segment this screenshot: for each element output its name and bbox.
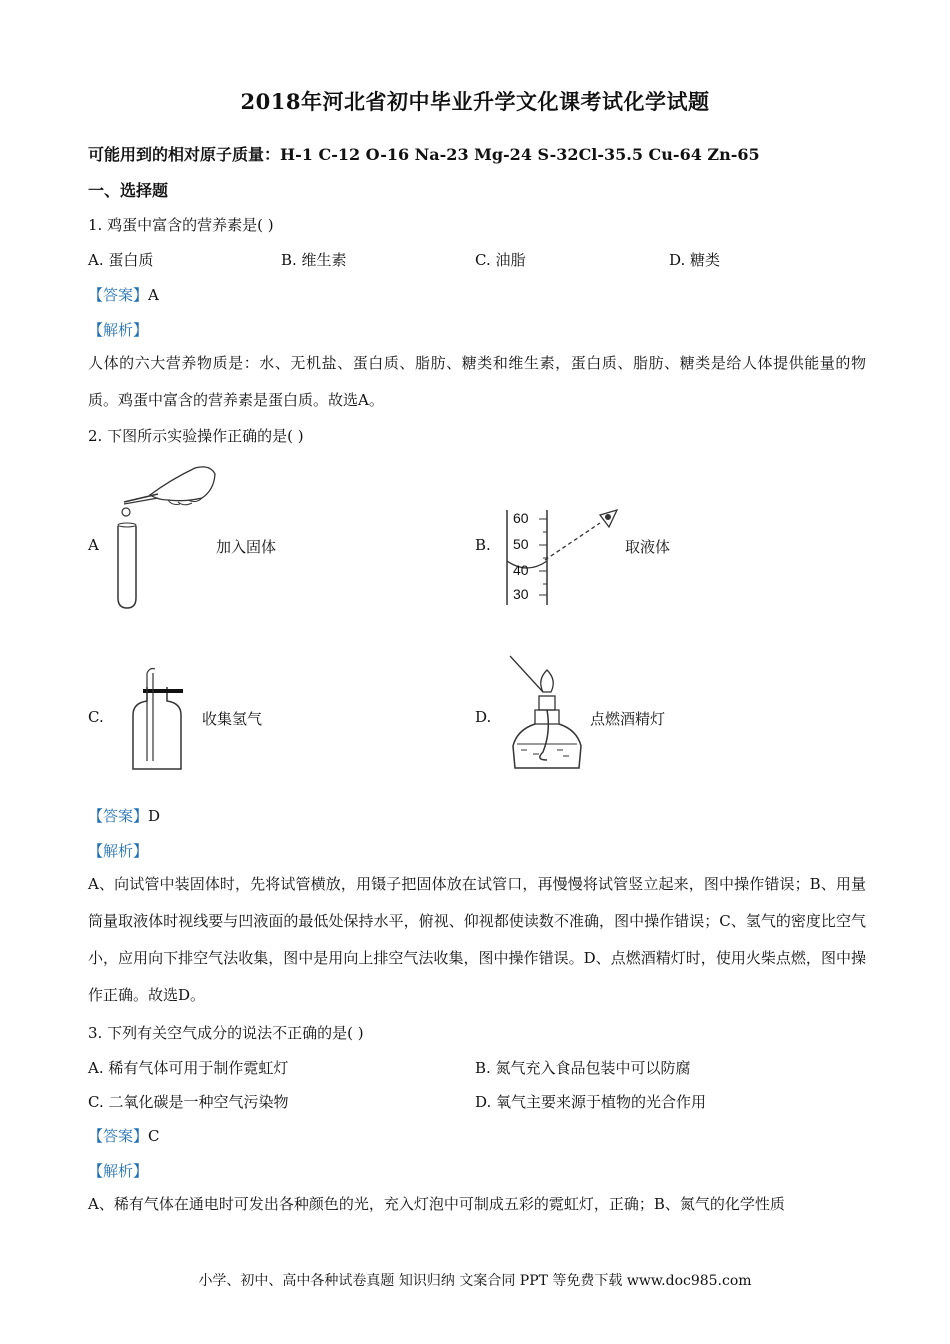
q2-analysis-tag: 【解析】 [88,842,149,860]
answer-value: A [148,286,159,304]
q2-analysis: A、向试管中装固体时，先将试管横放，用镊子把固体放在试管口，再慢慢将试管竖立起来，图中操作错误；B、用量筒量取液体时视线要与凹液面的最低处保持水平，俯视、仰视都使读数不准确，图中操作错误；C、氢气的密度比空气小，应用向下排空气法收集，图中是用向上排空气法收集，图中操作错误。D、点燃酒精灯时，使用火柴点燃，图中操作正确。故选D。 [88,875,866,1004]
q1-answer [88,284,159,305]
q3-option-d: D. 氧气主要来源于植物的光合作用 [475,1093,707,1111]
q2-option-c-label: 收集氢气 [202,710,263,728]
q1-stem: 1. 鸡蛋中富含的营养素是( ) [88,216,274,234]
q3-option-c: C. 二氧化碳是一种空气污染物 [88,1093,289,1111]
q1-analysis-tag: 【解析】 [88,321,149,339]
q1-option-b: B. 维生素 [281,251,347,269]
answer-tag: 【答案】 [88,286,149,304]
answer-value: D [148,807,161,825]
q2-option-b-label: 取液体 [625,538,671,556]
footer-text: 小学、初中、高中各种试卷真题 知识归纳 文案合同 PPT 等免费下载 www.doc985.com [198,1273,752,1289]
atomic-masses: 可能用到的相对原子质量：H-1 C-12 O-16 Na-23 Mg-24 S-32Cl-35.5 Cu-64 Zn-65 [88,145,760,164]
answer-value: C [148,1127,160,1145]
q1-option-a: A. 蛋白质 [88,251,154,269]
q2-answer [88,805,160,826]
gas-bottle-figure [125,665,195,775]
q2-option-d-label: 点燃酒精灯 [590,710,666,728]
cylinder-tick-30: 30 [513,586,529,602]
q3-analysis: A、稀有气体在通电时可发出各种颜色的光，充入灯泡中可制成五彩的霓虹灯，正确；B、氮气的化学性质 [88,1195,785,1213]
q3-option-a: A. 稀有气体可用于制作霓虹灯 [88,1059,289,1077]
alcohol-lamp-figure [505,652,590,777]
q2-option-a-label: 加入固体 [216,538,277,556]
q3-analysis-tag: 【解析】 [88,1162,149,1180]
page-title: 2018年河北省初中毕业升学文化课考试化学试题 [240,89,710,114]
test-tube-tweezers-figure [110,460,220,610]
section-heading: 一、选择题 [88,181,169,200]
answer-tag: 【答案】 [88,807,149,825]
answer-tag: 【答案】 [88,1127,149,1145]
q2-option-d-letter: D. [475,708,492,726]
q3-answer [88,1125,160,1146]
q1-option-c: C. 油脂 [475,251,526,269]
cylinder-tick-50: 50 [513,536,529,552]
q3-option-b: B. 氮气充入食品包装中可以防腐 [475,1059,691,1077]
q2-option-a-letter: A [88,536,99,554]
cylinder-tick-40: 40 [513,562,529,578]
q2-option-c-letter: C. [88,708,104,726]
q1-option-d: D. 糖类 [669,251,721,269]
q3-stem: 3. 下列有关空气成分的说法不正确的是( ) [88,1024,364,1042]
q1-analysis: 人体的六大营养物质是：水、无机盐、蛋白质、脂肪、糖类和维生素，蛋白质、脂肪、糖类是给人体提供能量的物质。鸡蛋中富含的营养素是蛋白质。故选A。 [88,354,866,409]
cylinder-tick-60: 60 [513,510,529,526]
q2-option-b-letter: B. [475,536,491,554]
q2-stem: 2. 下图所示实验操作正确的是( ) [88,427,304,445]
